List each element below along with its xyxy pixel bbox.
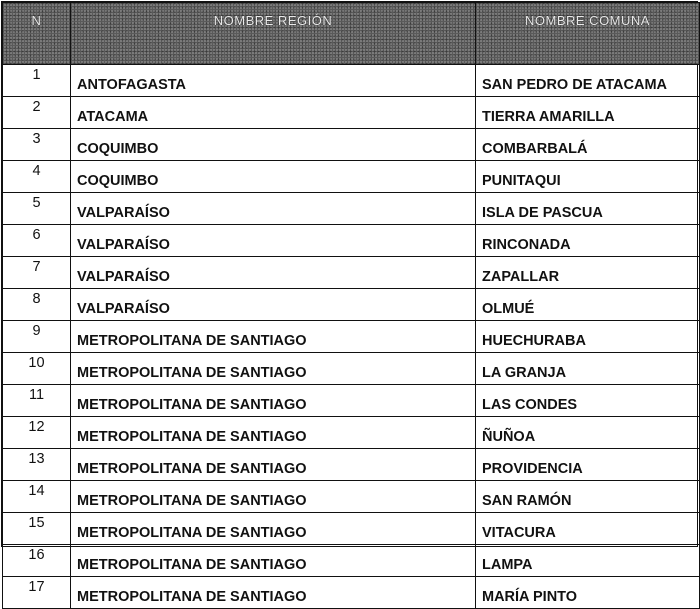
comuna-cell: ISLA DE PASCUA — [476, 193, 700, 225]
region-cell: ANTOFAGASTA — [71, 65, 476, 97]
row-number: 4 — [3, 161, 71, 193]
header-row — [3, 3, 700, 65]
row-number: 1 — [3, 65, 71, 97]
region-cell: COQUIMBO — [71, 161, 476, 193]
region-cell: METROPOLITANA DE SANTIAGO — [71, 545, 476, 577]
row-number: 13 — [3, 449, 71, 481]
comuna-cell: TIERRA AMARILLA — [476, 97, 700, 129]
table-row — [3, 65, 700, 97]
row-number: 3 — [3, 129, 71, 161]
row-number: 5 — [3, 193, 71, 225]
row-number: 15 — [3, 513, 71, 545]
row-number: 14 — [3, 481, 71, 513]
comuna-cell: LAS CONDES — [476, 385, 700, 417]
table-row — [3, 417, 700, 449]
region-cell: METROPOLITANA DE SANTIAGO — [71, 577, 476, 609]
table-row — [3, 225, 700, 257]
row-number: 6 — [3, 225, 71, 257]
row-number: 11 — [3, 385, 71, 417]
comuna-cell: LAMPA — [476, 545, 700, 577]
comuna-cell: LA GRANJA — [476, 353, 700, 385]
row-number: 8 — [3, 289, 71, 321]
region-cell: VALPARAÍSO — [71, 193, 476, 225]
row-number: 9 — [3, 321, 71, 353]
region-cell: VALPARAÍSO — [71, 225, 476, 257]
region-cell: METROPOLITANA DE SANTIAGO — [71, 321, 476, 353]
region-cell: METROPOLITANA DE SANTIAGO — [71, 417, 476, 449]
comuna-cell: ZAPALLAR — [476, 257, 700, 289]
comuna-cell: SAN RAMÓN — [476, 481, 700, 513]
region-cell: METROPOLITANA DE SANTIAGO — [71, 353, 476, 385]
table-row — [3, 289, 700, 321]
table-row — [3, 129, 700, 161]
table-row — [3, 577, 700, 609]
region-cell: METROPOLITANA DE SANTIAGO — [71, 513, 476, 545]
table-row — [3, 193, 700, 225]
comunas-table-container — [1, 1, 698, 605]
comuna-cell: MARÍA PINTO — [476, 577, 700, 609]
table-row — [3, 449, 700, 481]
header-nombre-comuna: NOMBRE COMUNA — [476, 3, 700, 65]
comuna-cell: OLMUÉ — [476, 289, 700, 321]
table-header — [3, 3, 700, 65]
header-nombre-region: NOMBRE REGIÓN — [71, 3, 476, 65]
table-row — [3, 513, 700, 545]
table-body — [3, 65, 700, 609]
table-row — [3, 257, 700, 289]
table-row — [3, 97, 700, 129]
comuna-cell: ÑUÑOA — [476, 417, 700, 449]
comuna-cell: PROVIDENCIA — [476, 449, 700, 481]
row-number: 2 — [3, 97, 71, 129]
table-row — [3, 385, 700, 417]
region-cell: VALPARAÍSO — [71, 257, 476, 289]
row-number: 12 — [3, 417, 71, 449]
region-cell: COQUIMBO — [71, 129, 476, 161]
region-cell: METROPOLITANA DE SANTIAGO — [71, 385, 476, 417]
region-cell: VALPARAÍSO — [71, 289, 476, 321]
comuna-cell: COMBARBALÁ — [476, 129, 700, 161]
comuna-cell: RINCONADA — [476, 225, 700, 257]
row-number: 17 — [3, 577, 71, 609]
row-number: 16 — [3, 545, 71, 577]
table-row — [3, 321, 700, 353]
comuna-cell: PUNITAQUI — [476, 161, 700, 193]
comuna-cell: VITACURA — [476, 513, 700, 545]
region-cell: METROPOLITANA DE SANTIAGO — [71, 449, 476, 481]
comuna-cell: HUECHURABA — [476, 321, 700, 353]
comunas-table — [2, 2, 700, 609]
region-cell: ATACAMA — [71, 97, 476, 129]
table-row — [3, 353, 700, 385]
table-row — [3, 481, 700, 513]
row-number: 10 — [3, 353, 71, 385]
header-n: N — [3, 3, 71, 65]
table-row — [3, 545, 700, 577]
row-number: 7 — [3, 257, 71, 289]
region-cell: METROPOLITANA DE SANTIAGO — [71, 481, 476, 513]
table-row — [3, 161, 700, 193]
comuna-cell: SAN PEDRO DE ATACAMA — [476, 65, 700, 97]
